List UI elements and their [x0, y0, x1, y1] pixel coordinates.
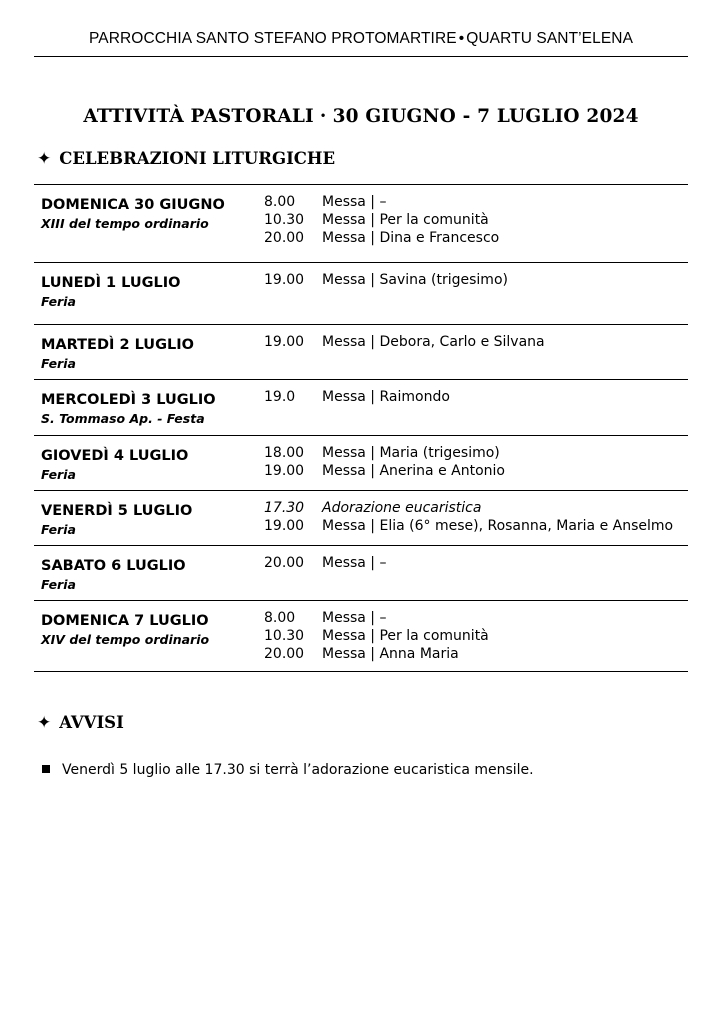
day-cell: [41, 335, 194, 373]
day-name: MARTEDÌ 2 LUGLIO: [41, 337, 194, 353]
liturgical-day: Feria: [41, 577, 76, 592]
event-text: Messa | –: [322, 610, 387, 626]
event-line: [264, 462, 505, 480]
event-text: Messa | Elia (6° mese), Rosanna, Maria e Anselmo: [322, 518, 674, 534]
event-time: 19.00: [264, 518, 305, 534]
event-time: 8.00: [264, 610, 296, 626]
event-time: 19.00: [264, 463, 305, 479]
event-time: 19.0: [264, 389, 296, 405]
events-cell: [264, 271, 508, 289]
notice-item: [42, 762, 534, 778]
event-text: Messa | Anna Maria: [322, 646, 459, 662]
event-time: 20.00: [264, 555, 305, 571]
day-name: DOMENICA 30 GIUGNO: [41, 197, 225, 213]
event-text: Messa | Anerina e Antonio: [322, 463, 505, 479]
day-cell: [41, 195, 225, 233]
event-text: Messa | Savina (trigesimo): [322, 272, 508, 288]
star-icon: ✦: [37, 149, 52, 169]
event-line: [264, 444, 505, 462]
liturgical-day: Feria: [41, 294, 76, 309]
schedule-row: [34, 263, 688, 325]
day-name: DOMENICA 7 LUGLIO: [41, 613, 209, 629]
schedule-row: [34, 601, 688, 672]
liturgical-day: XIV del tempo ordinario: [41, 632, 210, 647]
event-line: [264, 271, 508, 289]
events-cell: [264, 554, 386, 572]
event-text: Messa | –: [322, 555, 387, 571]
notices-list: [42, 762, 534, 778]
event-time: 17.30: [264, 500, 305, 516]
section-title-avvisi: [37, 713, 124, 733]
page-title: [34, 106, 688, 127]
day-name: LUNEDÌ 1 LUGLIO: [41, 275, 181, 291]
event-line: [264, 554, 386, 572]
event-text: Messa | Debora, Carlo e Silvana: [322, 334, 545, 350]
notice-text: Venerdì 5 luglio alle 17.30 si terrà l’adorazione eucaristica mensile.: [62, 762, 534, 778]
day-cell: [41, 556, 186, 594]
day-cell: [41, 390, 216, 428]
schedule-row: [34, 185, 688, 263]
event-line: [264, 333, 545, 351]
event-time: 10.30: [264, 628, 305, 644]
event-time: 8.00: [264, 194, 296, 210]
events-cell: [264, 609, 489, 663]
event-time: 20.00: [264, 230, 305, 246]
events-cell: [264, 444, 505, 480]
square-bullet-icon: [42, 765, 50, 773]
liturgical-day: Feria: [41, 522, 76, 537]
liturgical-day: XIII del tempo ordinario: [41, 216, 209, 231]
event-line: [264, 388, 450, 406]
event-time: 10.30: [264, 212, 305, 228]
section-label: CELEBRAZIONI LITURGICHE: [59, 149, 336, 168]
section-label: AVVISI: [59, 713, 124, 732]
day-name: SABATO 6 LUGLIO: [41, 558, 186, 574]
title-separator: ·: [319, 106, 327, 127]
event-time: 19.00: [264, 272, 305, 288]
day-name: MERCOLEDÌ 3 LUGLIO: [41, 392, 216, 408]
events-cell: [264, 499, 673, 535]
event-time: 20.00: [264, 646, 305, 662]
schedule-row: [34, 380, 688, 436]
schedule-table: [34, 184, 688, 672]
event-text: Messa | –: [322, 194, 387, 210]
event-line: [264, 211, 499, 229]
schedule-row: [34, 436, 688, 491]
parish-name: PARROCCHIA SANTO STEFANO PROTOMARTIRE: [88, 30, 457, 47]
event-line: [264, 499, 673, 517]
event-line: [264, 517, 673, 535]
liturgical-day: Feria: [41, 356, 76, 371]
event-text: Messa | Dina e Francesco: [322, 230, 500, 246]
event-text: Adorazione eucaristica: [322, 500, 482, 516]
liturgical-day: Feria: [41, 467, 76, 482]
schedule-row: [34, 546, 688, 601]
parish-header: [34, 30, 688, 48]
day-cell: [41, 611, 209, 649]
event-line: [264, 609, 489, 627]
section-title-celebrazioni: [37, 149, 335, 169]
day-cell: [41, 446, 188, 484]
event-time: 18.00: [264, 445, 305, 461]
events-cell: [264, 388, 450, 406]
header-divider: [34, 56, 688, 57]
liturgical-day: S. Tommaso Ap. - Festa: [41, 411, 205, 426]
parish-town: QUARTU SANT’ELENA: [466, 30, 634, 47]
day-name: VENERDÌ 5 LUGLIO: [41, 503, 193, 519]
schedule-row: [34, 325, 688, 380]
event-text: Messa | Maria (trigesimo): [322, 445, 500, 461]
event-text: Messa | Per la comunità: [322, 628, 489, 644]
events-cell: [264, 193, 499, 247]
header-separator: •: [458, 30, 465, 47]
event-line: [264, 193, 499, 211]
day-cell: [41, 273, 181, 311]
events-cell: [264, 333, 545, 351]
schedule-row: [34, 491, 688, 546]
day-name: GIOVEDÌ 4 LUGLIO: [41, 448, 189, 464]
title-left: ATTIVITÀ PASTORALI: [83, 106, 314, 127]
event-line: [264, 229, 499, 247]
event-text: Messa | Raimondo: [322, 389, 450, 405]
event-line: [264, 645, 489, 663]
event-time: 19.00: [264, 334, 305, 350]
event-line: [264, 627, 489, 645]
event-text: Messa | Per la comunità: [322, 212, 489, 228]
star-icon: ✦: [37, 713, 52, 733]
day-cell: [41, 501, 192, 539]
title-dates: 30 GIUGNO - 7 LUGLIO 2024: [332, 106, 639, 127]
